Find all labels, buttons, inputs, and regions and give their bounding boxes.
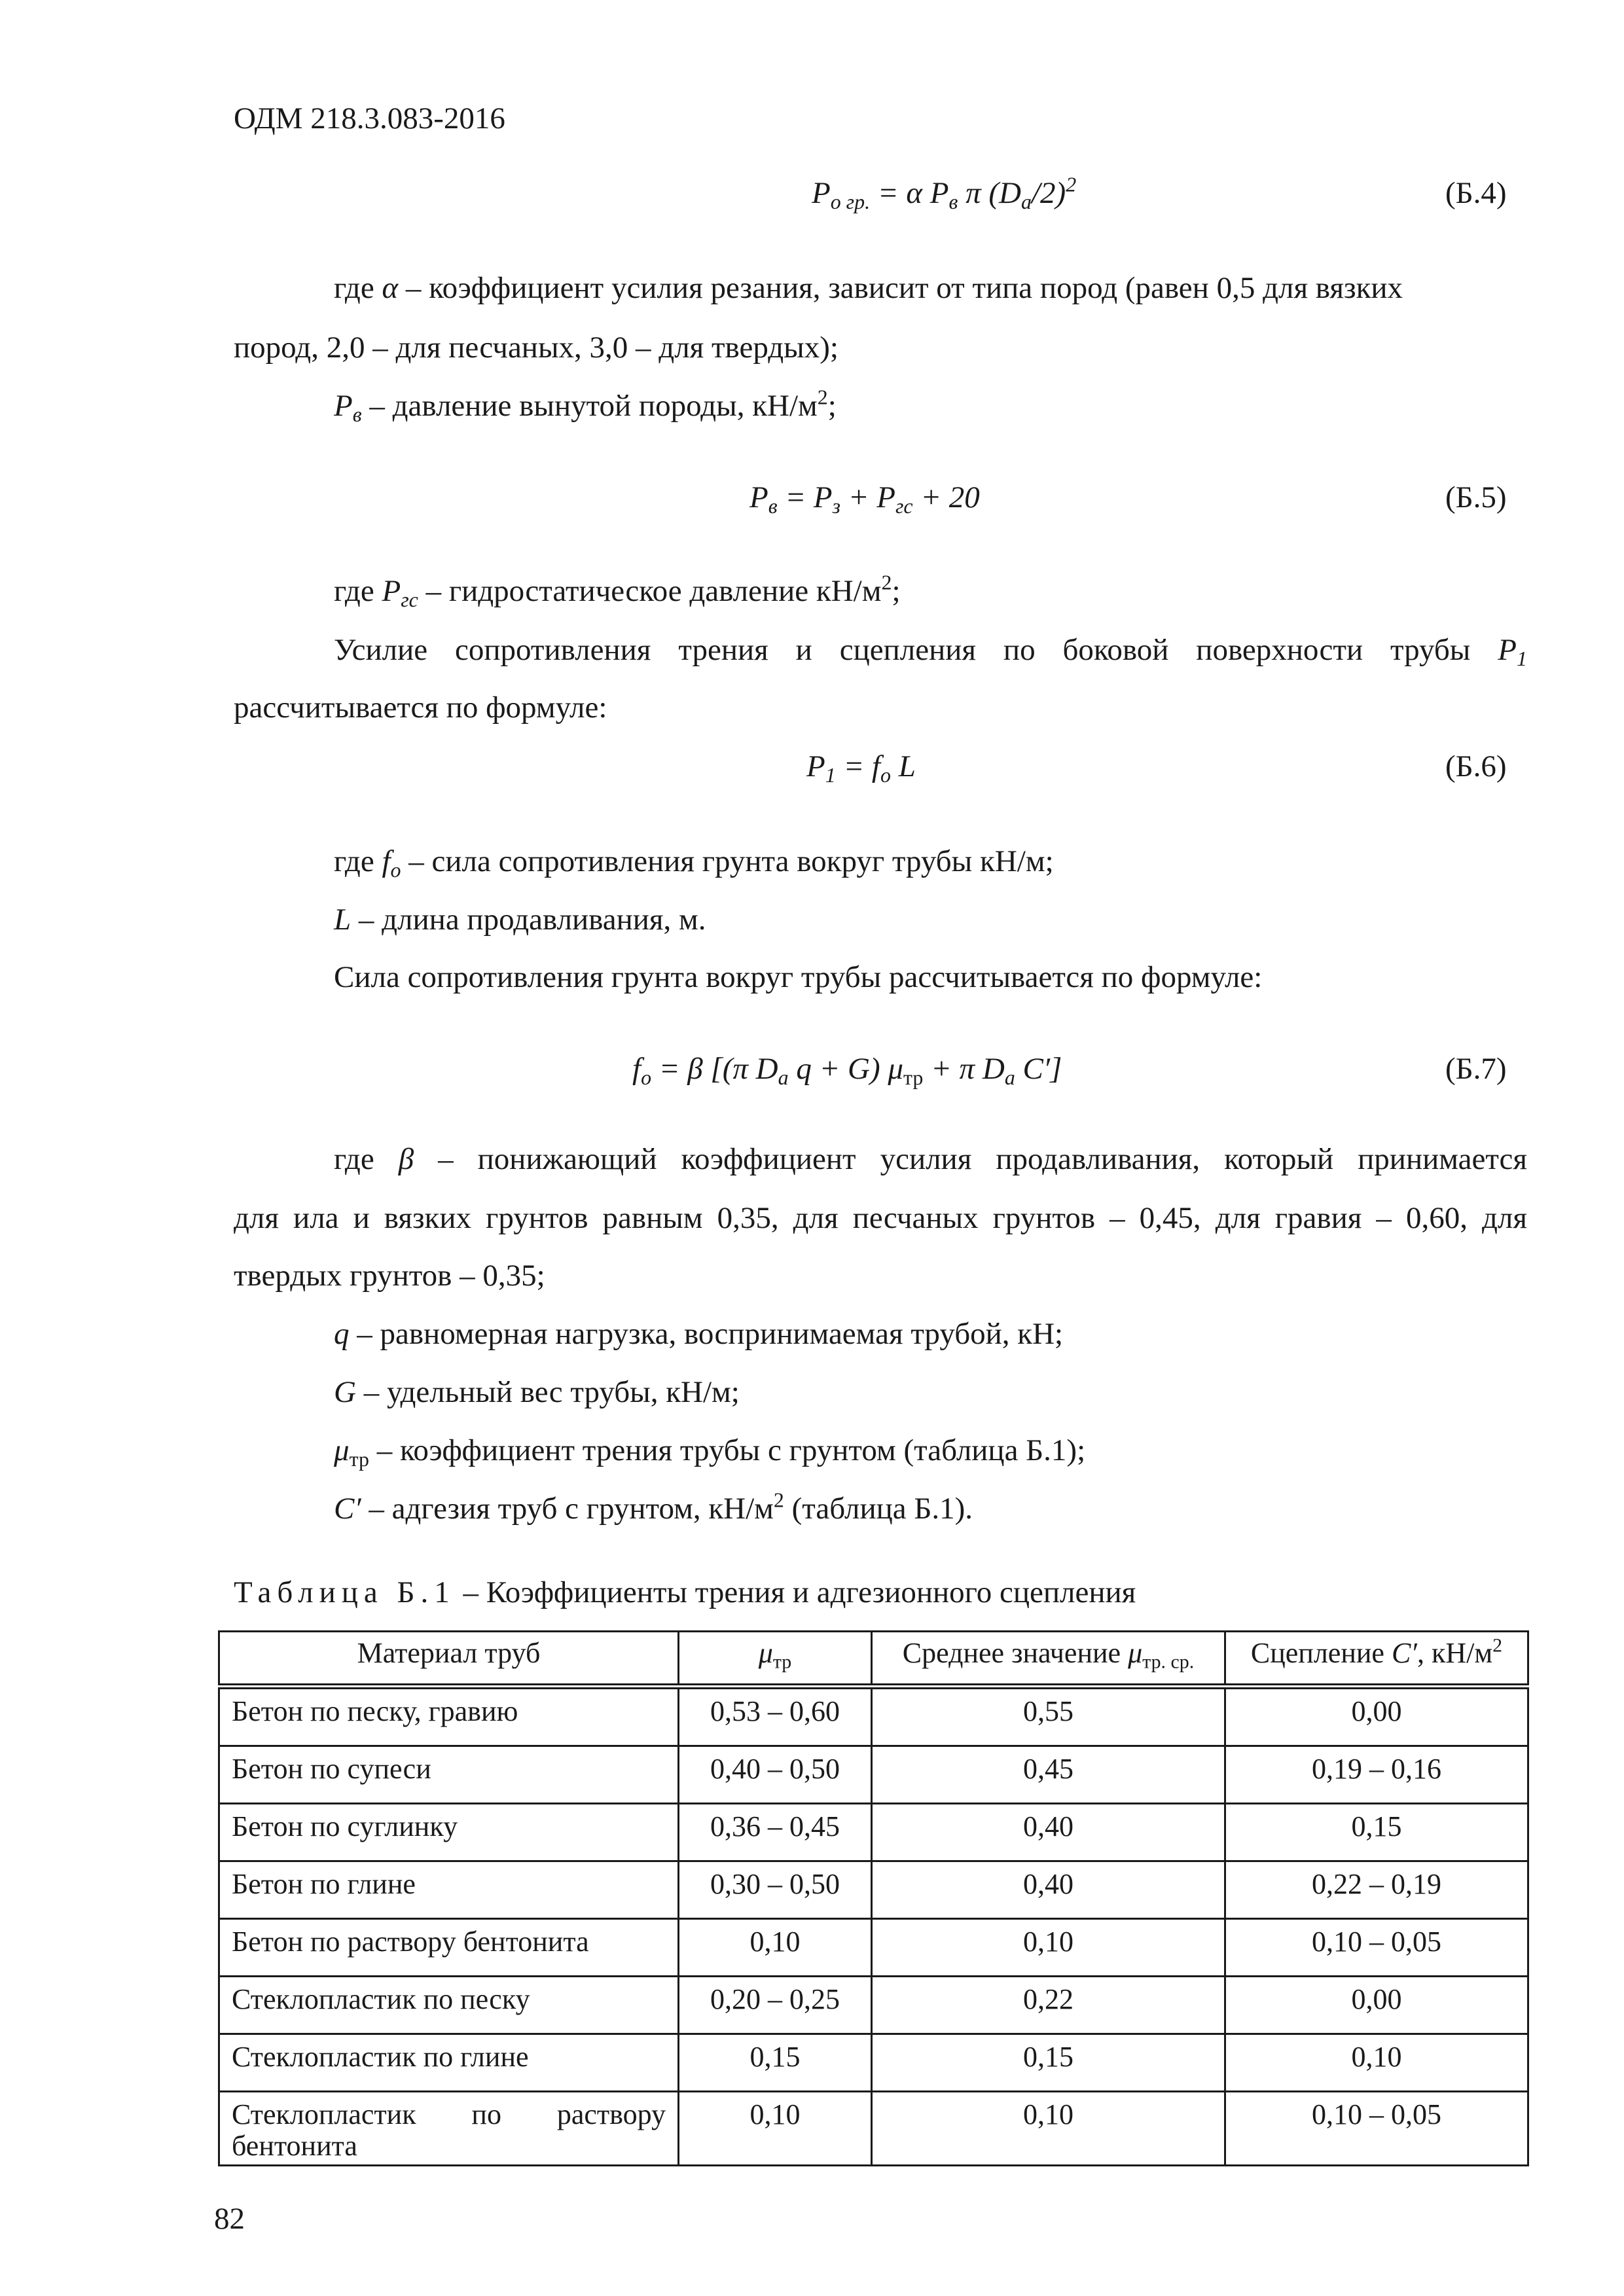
cell-average: 0,55 [872,1687,1225,1746]
cell-mu: 0,10 [679,2092,872,2166]
beta-definition-line2: для ила и вязких грунтов равным 0,35, для песчаных грунтов – 0,45, для гравия – 0,60, для [234,1201,1527,1235]
cell-average: 0,10 [872,2092,1225,2166]
cell-material: Стеклопластик по песку [219,1977,679,2034]
beta-definition-line1: где β – понижающий коэффициент усилия продавливания, который принимается [334,1142,1527,1176]
cell-adhesion: 0,10 [1225,2034,1528,2092]
cell-average: 0,10 [872,1919,1225,1977]
pv-definition: $P_в$ – давление вынутой породы, $кН/м^2$; [334,386,837,426]
fo-definition: где $f_o$ – сила сопротивления грунта вокруг трубы кН/м; [334,844,1054,882]
cell-mu: 0,15 [679,2034,872,2092]
beta-definition-line3: твердых грунтов – 0,35; [234,1259,545,1293]
cell-adhesion: 0,19 – 0,16 [1225,1746,1528,1804]
table-row [219,1804,1528,1861]
table-row [219,2034,1528,2092]
friction-intro-line1: Усилие сопротивления трения и сцепления по боковой поверхности трубы $P_1$ [334,633,1527,670]
pgs-definition: где $P_{гс}$ – гидростатическое давление $кН/м^2$; [334,571,901,611]
c-definition: C′ – адгезия труб с грунтом, $кН/м^2$ (таблица Б.1). [334,1488,973,1526]
cell-mu: 0,40 – 0,50 [679,1746,872,1804]
cell-average: 0,40 [872,1861,1225,1919]
table-caption: Таблица Б.1 – Коэффициенты трения и адгезионного сцепления [234,1575,1136,1609]
mu-definition: $\mu_{тр}$ – коэффициент трения трубы с грунтом (таблица Б.1); [334,1433,1086,1471]
formula-b7: $f_o = \beta$ [(π $D_a$ q + G) $\mu_{тр} + \pi$ $D_a$ C′] [632,1052,1062,1089]
formula-b7-number: (Б.7) [1445,1052,1507,1086]
cell-material: Бетон по супеси [219,1746,679,1804]
cell-material: Стеклопластик по глине [219,2034,679,2092]
cell-material: Бетон по суглинку [219,1804,679,1861]
cell-adhesion: 0,00 [1225,1977,1528,2034]
cell-adhesion: 0,10 – 0,05 [1225,2092,1528,2166]
table-row [219,1746,1528,1804]
friction-table [218,1630,1529,2166]
alpha-definition-line2: пород, 2,0 – для песчаных, 3,0 – для твердых); [234,331,839,365]
cell-mu: 0,36 – 0,45 [679,1804,872,1861]
cell-material: Бетон по глине [219,1861,679,1919]
header-mu: $\mu_{тр}$ [679,1632,872,1687]
cell-mu: 0,20 – 0,25 [679,1977,872,2034]
table-row [219,1919,1528,1977]
l-definition: L – длина продавливания, м. [334,903,706,937]
header-material: Материал труб [219,1632,679,1687]
cell-adhesion: 0,15 [1225,1804,1528,1861]
cell-average: 0,45 [872,1746,1225,1804]
cell-material: Бетон по раствору бентонита [219,1919,679,1977]
cell-average: 0,15 [872,2034,1225,2092]
table-row [219,1687,1528,1746]
cell-average: 0,40 [872,1804,1225,1861]
page-number: 82 [214,2202,245,2236]
header-average: Среднее значение $\mu_{тр. ср.}$ [872,1632,1225,1687]
cell-material: Бетон по песку, гравию [219,1687,679,1746]
table-header-row [219,1632,1528,1687]
cell-average: 0,22 [872,1977,1225,2034]
formula-b4-number: (Б.4) [1445,176,1507,210]
g-definition: G – удельный вес трубы, кН/м; [334,1375,740,1409]
table-row [219,1977,1528,2034]
force-intro: Сила сопротивления грунта вокруг трубы рассчитывается по формуле: [334,960,1263,994]
formula-b6-number: (Б.6) [1445,749,1507,783]
q-definition: q – равномерная нагрузка, воспринимаемая трубой, кН; [334,1317,1064,1351]
cell-adhesion: 0,00 [1225,1687,1528,1746]
header-adhesion: Сцепление C′, $кН/м^2$ [1225,1632,1528,1687]
formula-b4: $P_{о гр.} = \alpha$ $P_в$ π $(D_a/2)^2$ [812,173,1077,213]
formula-b5: $P_в = P_з + P_{гс} + 20$ [749,480,980,518]
alpha-definition-line1: где α – коэффициент усилия резания, зависит от типа пород (равен 0,5 для вязких [334,271,1403,305]
cell-adhesion: 0,22 – 0,19 [1225,1861,1528,1919]
cell-material: Стеклопластик по раствору бентонита [219,2092,679,2166]
formula-b6: $P_1 = f_o$ L [806,749,916,787]
cell-adhesion: 0,10 – 0,05 [1225,1919,1528,1977]
friction-intro-line2: рассчитывается по формуле: [234,691,607,725]
cell-mu: 0,10 [679,1919,872,1977]
cell-mu: 0,30 – 0,50 [679,1861,872,1919]
formula-b5-number: (Б.5) [1445,480,1507,514]
document-code: ОДМ 218.3.083-2016 [234,101,505,135]
cell-mu: 0,53 – 0,60 [679,1687,872,1746]
table-row [219,2092,1528,2166]
table-row [219,1861,1528,1919]
